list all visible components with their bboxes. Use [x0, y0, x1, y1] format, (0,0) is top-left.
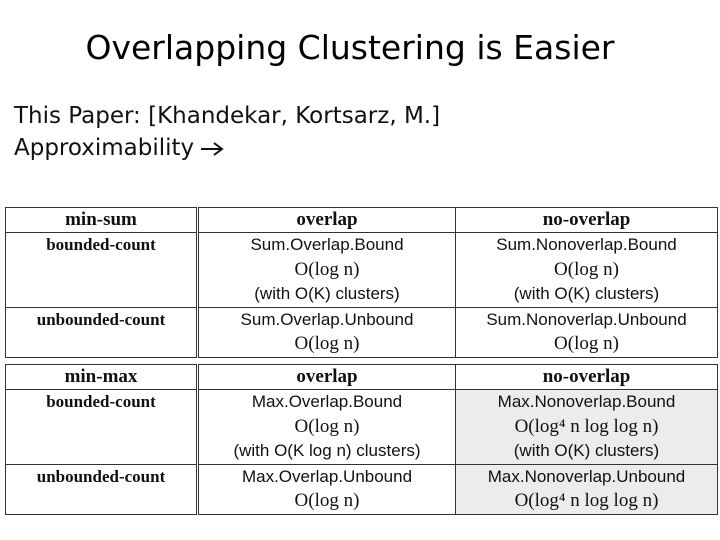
cell-max-overlap-unbound: [198, 464, 456, 514]
problem-name: Max.Overlap.Unbound: [241, 466, 413, 486]
cluster-count-note: (with O(K) clusters): [513, 441, 660, 460]
table-header-row: [6, 208, 718, 233]
cell-max-nonoverlap-unbound: [456, 464, 718, 514]
cell-max-overlap-bound: [198, 390, 456, 465]
min-max-table: [5, 364, 718, 515]
cell-sum-nonoverlap-bound: [456, 233, 718, 308]
table-row: [6, 464, 718, 514]
problem-name: Max.Nonoverlap.Unbound: [487, 466, 686, 486]
problem-name: Sum.Overlap.Bound: [250, 235, 404, 254]
right-arrow-icon: [200, 141, 224, 157]
approx-ratio: O(log⁴ n log log n): [514, 490, 659, 511]
header-overlap: overlap: [198, 365, 456, 390]
row-label-bounded-count: bounded-count: [6, 390, 198, 465]
slide-title: Overlapping Clustering is Easier: [85, 28, 615, 67]
row-label-unbounded-count: unbounded-count: [6, 464, 198, 514]
cluster-count-note: (with O(K) clusters): [513, 284, 660, 303]
problem-name: Sum.Overlap.Unbound: [240, 309, 414, 329]
approx-ratio: O(log⁴ n log log n): [514, 415, 659, 437]
cell-max-nonoverlap-bound: [456, 390, 718, 465]
table-row: [6, 307, 718, 357]
approximability-label: Approximability: [14, 135, 195, 161]
cluster-count-note: (with O(K) clusters): [254, 284, 400, 303]
intro-citation: This Paper: [Khandekar, Kortsarz, M.]: [14, 103, 441, 129]
problem-name: Sum.Nonoverlap.Unbound: [486, 309, 687, 329]
header-no-overlap: no-overlap: [456, 365, 718, 390]
approx-ratio: O(log n): [294, 333, 360, 354]
cell-sum-overlap-unbound: [198, 307, 456, 357]
cell-sum-overlap-bound: [198, 233, 456, 308]
table-row: [6, 390, 718, 465]
table-header-row: [6, 365, 718, 390]
problem-name: Sum.Nonoverlap.Bound: [496, 235, 677, 254]
problem-name: Max.Overlap.Bound: [251, 392, 403, 411]
problem-name: Max.Nonoverlap.Bound: [497, 392, 676, 411]
cluster-count-note: (with O(K log n) clusters): [233, 441, 421, 460]
intro-text: [14, 100, 440, 164]
header-no-overlap: no-overlap: [456, 208, 718, 233]
approx-ratio: O(log n): [554, 258, 619, 280]
approx-ratio: O(log n): [554, 333, 619, 354]
approx-ratio: O(log n): [294, 415, 360, 437]
approx-ratio: O(log n): [294, 490, 360, 511]
table-row: [6, 233, 718, 308]
header-overlap: overlap: [198, 208, 456, 233]
header-min-max: min-max: [6, 365, 198, 390]
min-sum-table: [5, 207, 718, 358]
approx-ratio: O(log n): [294, 258, 360, 280]
cell-sum-nonoverlap-unbound: [456, 307, 718, 357]
intro-approximability: [14, 132, 440, 164]
header-min-sum: min-sum: [6, 208, 198, 233]
row-label-bounded-count: bounded-count: [6, 233, 198, 308]
row-label-unbounded-count: unbounded-count: [6, 307, 198, 357]
